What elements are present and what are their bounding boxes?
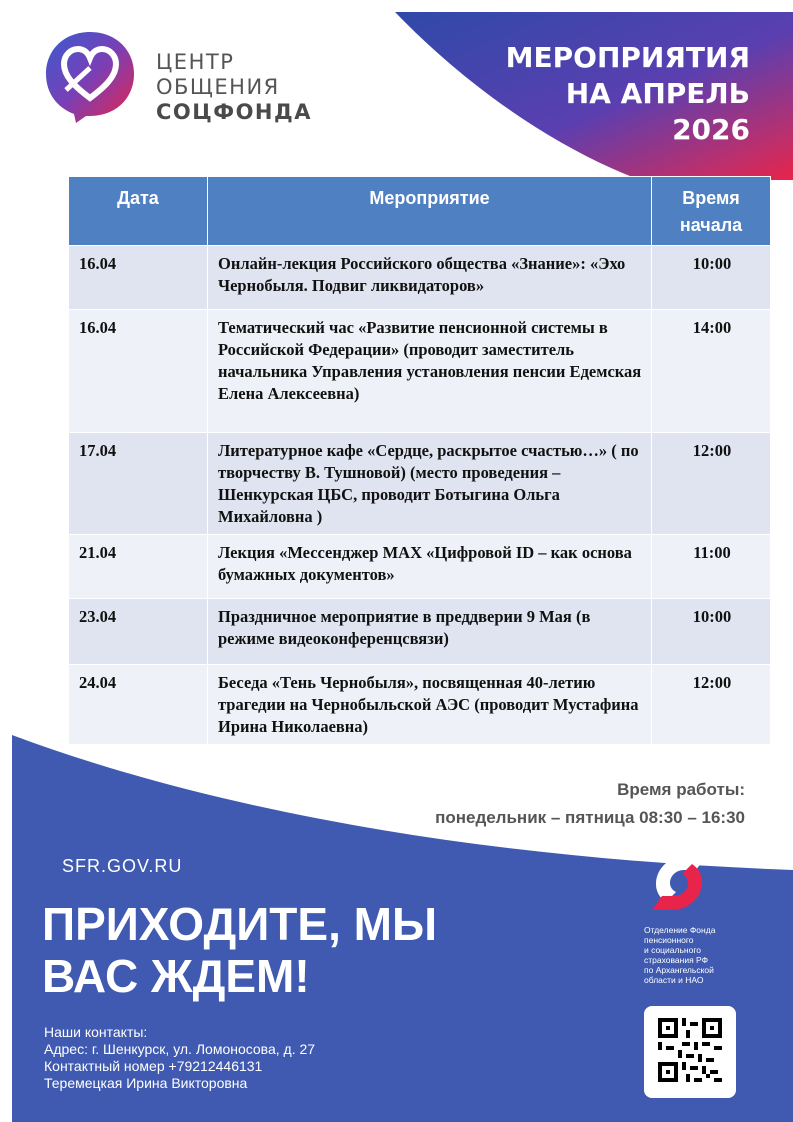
row-date: 17.04 <box>69 433 208 535</box>
row-time: 11:00 <box>652 535 771 599</box>
org-name-line3: СОЦФОНДА <box>156 100 312 124</box>
working-hours-label: Время работы: <box>617 780 745 799</box>
row-event: Праздничное мероприятие в преддверии 9 Мая (в режиме видеоконференцсвязи) <box>208 599 652 665</box>
table-row <box>69 599 771 665</box>
page-title <box>506 40 750 148</box>
slogan <box>42 898 437 1002</box>
page-title-line1: МЕРОПРИЯТИЯ <box>505 41 750 74</box>
table-row <box>69 433 771 535</box>
sfr-caption-line: и социального <box>644 945 701 955</box>
sfr-caption-line: области и НАО <box>644 975 704 985</box>
contacts-phone: Контактный номер +79212446131 <box>44 1058 263 1074</box>
contacts-address: Адрес: г. Шенкурск, ул. Ломоносова, д. 27 <box>44 1041 316 1057</box>
row-event: Лекция «Мессенджер MAX «Цифровой ID – как основа бумажных документов» <box>208 535 652 599</box>
row-date: 16.04 <box>69 310 208 433</box>
sfr-caption <box>644 925 754 985</box>
row-event: Тематический час «Развитие пенсионной системы в Российской Федерации» (проводит заместитель начальника Управления установления пенсии Едемская Елена Алексеевна) <box>208 310 652 433</box>
slogan-line2: ВАС ЖДЕМ! <box>42 950 310 1002</box>
qr-code-icon <box>658 1018 722 1082</box>
row-time: 10:00 <box>652 246 771 310</box>
header-time <box>652 177 771 246</box>
table-header-row <box>69 177 771 246</box>
row-time: 12:00 <box>652 433 771 535</box>
row-event: Онлайн-лекция Российского общества «Знание»: «Эхо Чернобыля. Подвиг ликвидаторов» <box>208 246 652 310</box>
table-row <box>69 310 771 433</box>
org-name <box>156 50 312 125</box>
sfr-caption-line: по Архангельской <box>644 965 714 975</box>
header-time-line1: Время <box>682 188 740 208</box>
org-name-line2: ОБЩЕНИЯ <box>156 75 280 99</box>
sfr-caption-line: страхования РФ <box>644 955 709 965</box>
row-date: 24.04 <box>69 665 208 745</box>
row-event: Литературное кафе «Сердце, раскрытое счастью…» ( по творчеству В. Тушновой) (место проведения – Шенкурская ЦБС, проводит Ботыгина Ольга Михайловна ) <box>208 433 652 535</box>
slogan-line1: ПРИХОДИТЕ, МЫ <box>42 898 437 950</box>
header-event: Мероприятие <box>208 177 652 246</box>
events-table <box>68 176 771 745</box>
contacts-person: Теремецкая Ирина Викторовна <box>44 1075 248 1091</box>
header-time-line2: начала <box>679 215 743 235</box>
working-hours-value: понедельник – пятница 08:30 – 16:30 <box>435 808 745 827</box>
org-name-line1: ЦЕНТР <box>156 50 235 74</box>
row-time: 14:00 <box>652 310 771 433</box>
table-row <box>69 246 771 310</box>
page-title-line3: 2026 <box>672 113 750 146</box>
header-date: Дата <box>69 177 208 246</box>
row-event: Беседа «Тень Чернобыля», посвященная 40-летию трагедии на Чернобыльской АЭС (проводит Мустафина Ирина Николаевна) <box>208 665 652 745</box>
page-title-line2: НА АПРЕЛЬ <box>565 77 750 110</box>
website-link[interactable]: SFR.GOV.RU <box>62 856 183 876</box>
contacts-block <box>44 1024 315 1092</box>
heart-logo-icon <box>44 28 136 123</box>
row-date: 16.04 <box>69 246 208 310</box>
table-row <box>69 535 771 599</box>
row-date: 21.04 <box>69 535 208 599</box>
row-time: 12:00 <box>652 665 771 745</box>
row-date: 23.04 <box>69 599 208 665</box>
contacts-title: Наши контакты: <box>44 1024 148 1040</box>
sfr-caption-line: пенсионного <box>644 935 694 945</box>
qr-code-box[interactable] <box>644 1006 736 1098</box>
row-time: 10:00 <box>652 599 771 665</box>
sfr-logo-icon <box>646 852 712 914</box>
sfr-caption-line: Отделение Фонда <box>644 925 716 935</box>
